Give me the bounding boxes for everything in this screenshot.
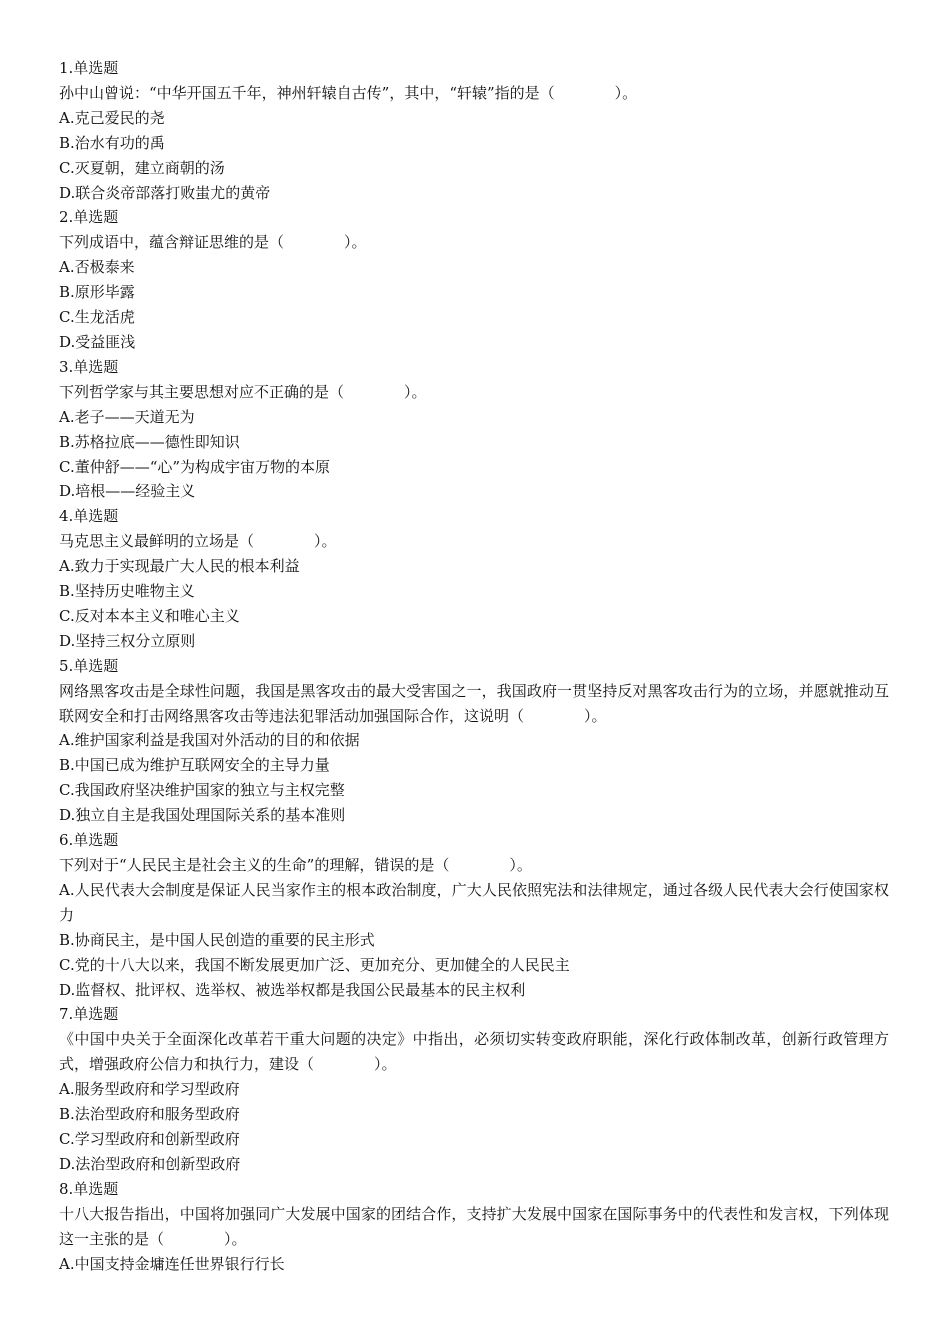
- option-a: A.人民代表大会制度是保证人民当家作主的根本政治制度，广大人民依照宪法和法律规定，通过各级人民代表大会行使国家权力: [59, 880, 889, 924]
- option-d: D.独立自主是我国处理国际关系的基本准则: [59, 806, 346, 825]
- option-d: D.联合炎帝部落打败蚩尤的黄帝: [59, 183, 271, 202]
- option-d: D.受益匪浅: [59, 332, 136, 351]
- option-a: A.否极泰来: [59, 258, 135, 277]
- question-stem: 下列哲学家与其主要思想对应不正确的是（ ）。: [59, 382, 427, 401]
- option-a: A.中国支持金墉连任世界银行行长: [59, 1254, 285, 1273]
- option-a: A.克己爱民的尧: [59, 108, 165, 127]
- option-d: D.坚持三权分立原则: [59, 631, 196, 650]
- question-7: [59, 1002, 889, 1176]
- option-c: C.生龙活虎: [59, 308, 135, 327]
- question-header: 5.单选题: [59, 656, 119, 675]
- option-b: B.治水有功的禹: [59, 133, 165, 152]
- question-stem: 下列对于“人民民主是社会主义的生命”的理解，错误的是（ ）。: [59, 856, 532, 874]
- question-stem: 网络黑客攻击是全球性问题，我国是黑客攻击的最大受害国之一，我国政府一贯坚持反对黑客攻击行为的立场，并愿就推动互联网安全和打击网络黑客攻击等违法犯罪活动加强国际合作，这说明（ ）。: [59, 681, 889, 725]
- question-2: [59, 205, 889, 354]
- option-a: A.服务型政府和学习型政府: [59, 1080, 240, 1099]
- option-b: B.坚持历史唯物主义: [59, 582, 195, 601]
- option-b: B.原形毕露: [59, 283, 135, 302]
- question-stem: 《中国中央关于全面深化改革若干重大问题的决定》中指出，必须切实转变政府职能，深化行政体制改革，创新行政管理方式，增强政府公信力和执行力，建设（ ）。: [59, 1030, 889, 1074]
- option-d: D.监督权、批评权、选举权、被选举权都是我国公民最基本的民主权利: [59, 980, 526, 999]
- question-header: 6.单选题: [59, 831, 119, 850]
- option-a: A.致力于实现最广大人民的根本利益: [59, 557, 300, 576]
- option-d: D.法治型政府和创新型政府: [59, 1154, 241, 1173]
- question-1: [59, 56, 889, 205]
- option-b: B.协商民主，是中国人民创造的重要的民主形式: [59, 930, 375, 949]
- question-stem: 马克思主义最鲜明的立场是（ ）。: [59, 532, 337, 551]
- question-stem: 孙中山曾说：“中华开国五千年，神州轩辕自古传”，其中，“轩辕”指的是（ ）。: [59, 83, 638, 102]
- question-header: 2.单选题: [59, 208, 119, 227]
- question-6: [59, 828, 889, 1002]
- option-a: A.维护国家利益是我国对外活动的目的和依据: [59, 731, 360, 750]
- option-c: C.学习型政府和创新型政府: [59, 1129, 240, 1148]
- question-stem: 十八大报告指出，中国将加强同广大发展中国家的团结合作，支持扩大发展中国家在国际事务中的代表性和发言权，下列体现这一主张的是（ ）。: [59, 1204, 889, 1248]
- option-b: B.中国已成为维护互联网安全的主导力量: [59, 756, 330, 775]
- option-c: C.我国政府坚决维护国家的独立与主权完整: [59, 781, 345, 800]
- question-4: [59, 504, 889, 653]
- question-header: 1.单选题: [59, 59, 119, 77]
- question-header: 4.单选题: [59, 507, 119, 526]
- option-a: A.老子——天道无为: [59, 407, 195, 426]
- question-8: [59, 1177, 889, 1277]
- question-header: 7.单选题: [59, 1005, 119, 1024]
- option-c: C.董仲舒——“心”为构成宇宙万物的本原: [59, 457, 331, 476]
- option-c: C.党的十八大以来，我国不断发展更加广泛、更加充分、更加健全的人民民主: [59, 955, 570, 974]
- option-c: C.反对本本主义和唯心主义: [59, 606, 240, 625]
- document-page: [59, 56, 889, 1276]
- option-d: D.培根——经验主义: [59, 482, 196, 501]
- question-5: [59, 654, 889, 828]
- option-c: C.灭夏朝，建立商朝的汤: [59, 158, 225, 177]
- question-header: 3.单选题: [59, 357, 119, 376]
- question-stem: 下列成语中，蕴含辩证思维的是（ ）。: [59, 233, 367, 252]
- question-header: 8.单选题: [59, 1179, 119, 1198]
- question-3: [59, 355, 889, 504]
- option-b: B.苏格拉底——德性即知识: [59, 432, 240, 451]
- option-b: B.法治型政府和服务型政府: [59, 1105, 240, 1124]
